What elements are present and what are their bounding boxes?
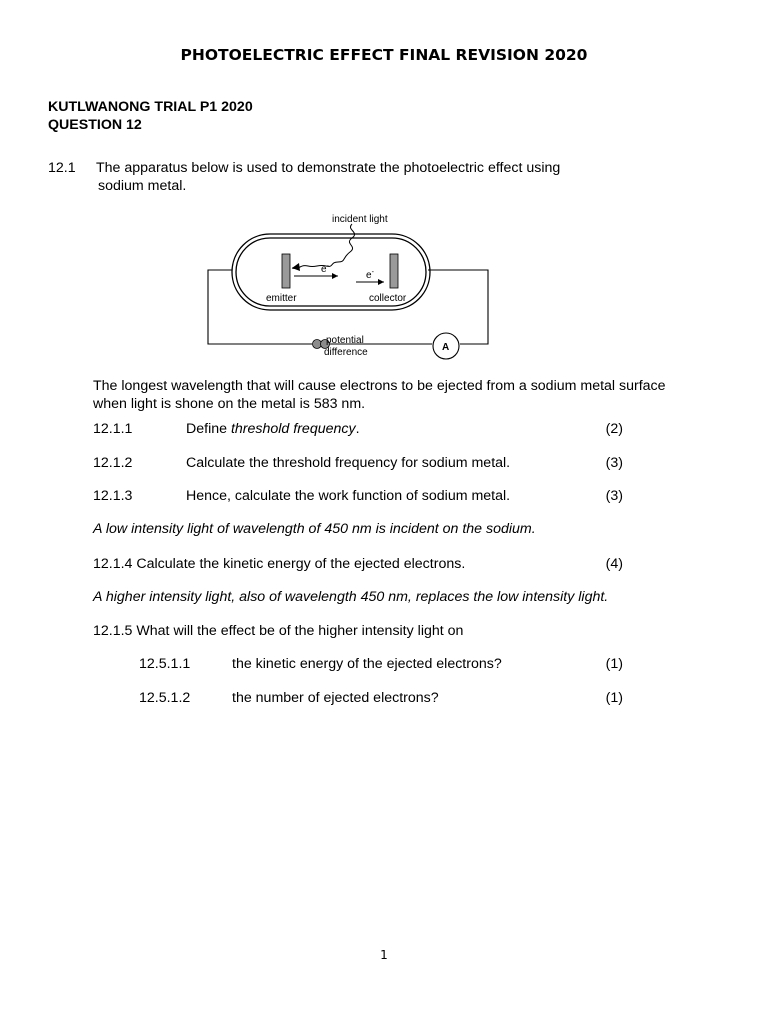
question-12-1-3-text: Hence, calculate the work function of sodium metal. [186,488,511,504]
question-number-12-1-2: 12.1.2 [93,455,133,471]
electron-arrowhead-1 [332,273,338,279]
photoelectric-apparatus-diagram [200,208,500,360]
question-12-1-line1: The apparatus below is used to demonstrate the photoelectric effect using [96,160,561,176]
marks-12-1-2: (3) [605,455,623,471]
question-number-12-1: 12.1 [48,160,76,176]
circuit-wire-right [428,270,488,344]
circuit-wire-left [208,270,312,344]
electron-label-1: e- [321,263,329,275]
question-12-5-1-1-text: the kinetic energy of the ejected electrons? [232,656,502,672]
question-12-1-4-text: 12.1.4 Calculate the kinetic energy of the ejected electrons. [93,556,466,572]
question-12-5-1-2-text: the number of ejected electrons? [232,690,439,706]
electron-label-2: e- [366,269,374,281]
marks-12-1-3: (3) [605,488,623,504]
collector-plate [390,254,398,288]
collector-label: collector [369,293,407,304]
page-number: 1 [380,948,388,962]
emitter-plate [282,254,290,288]
marks-12-5-1-2: (1) [605,690,623,706]
page-title: PHOTOELECTRIC EFFECT FINAL REVISION 2020 [180,46,588,64]
question-number-12-1-1: 12.1.1 [93,421,133,437]
ammeter-label: A [442,342,450,353]
potential-difference-label-line1: potential [326,335,364,346]
question-12-1-1-text: Define threshold frequency. [186,421,360,437]
question-number-12-5-1-1: 12.5.1.1 [139,656,191,672]
marks-12-5-1-1: (1) [605,656,623,672]
incident-light-label: incident light [332,214,388,225]
potential-difference-label-line2: difference [324,347,368,358]
exam-source: KUTLWANONG TRIAL P1 2020 [48,99,253,115]
statement-high-intensity: A higher intensity light, also of wavelength 450 nm, replaces the low intensity light. [93,589,609,605]
question-12-1-2-text: Calculate the threshold frequency for sodium metal. [186,455,511,471]
marks-12-1-4: (4) [605,556,623,572]
statement-low-intensity: A low intensity light of wavelength of 450 nm is incident on the sodium. [93,521,536,537]
emitter-label: emitter [266,293,297,304]
question-12-1-5-text: 12.1.5 What will the effect be of the higher intensity light on [93,623,464,639]
info-line2: when light is shone on the metal is 583 nm. [93,396,366,412]
question-heading: QUESTION 12 [48,117,142,133]
electron-arrowhead-2 [378,279,384,285]
incident-light-wave [292,224,355,268]
question-number-12-5-1-2: 12.5.1.2 [139,690,191,706]
info-line1: The longest wavelength that will cause electrons to be ejected from a sodium metal surface [93,378,666,394]
incident-light-arrowhead [292,263,300,271]
marks-12-1-1: (2) [605,421,623,437]
question-12-1-line2: sodium metal. [98,178,187,194]
question-number-12-1-3: 12.1.3 [93,488,133,504]
